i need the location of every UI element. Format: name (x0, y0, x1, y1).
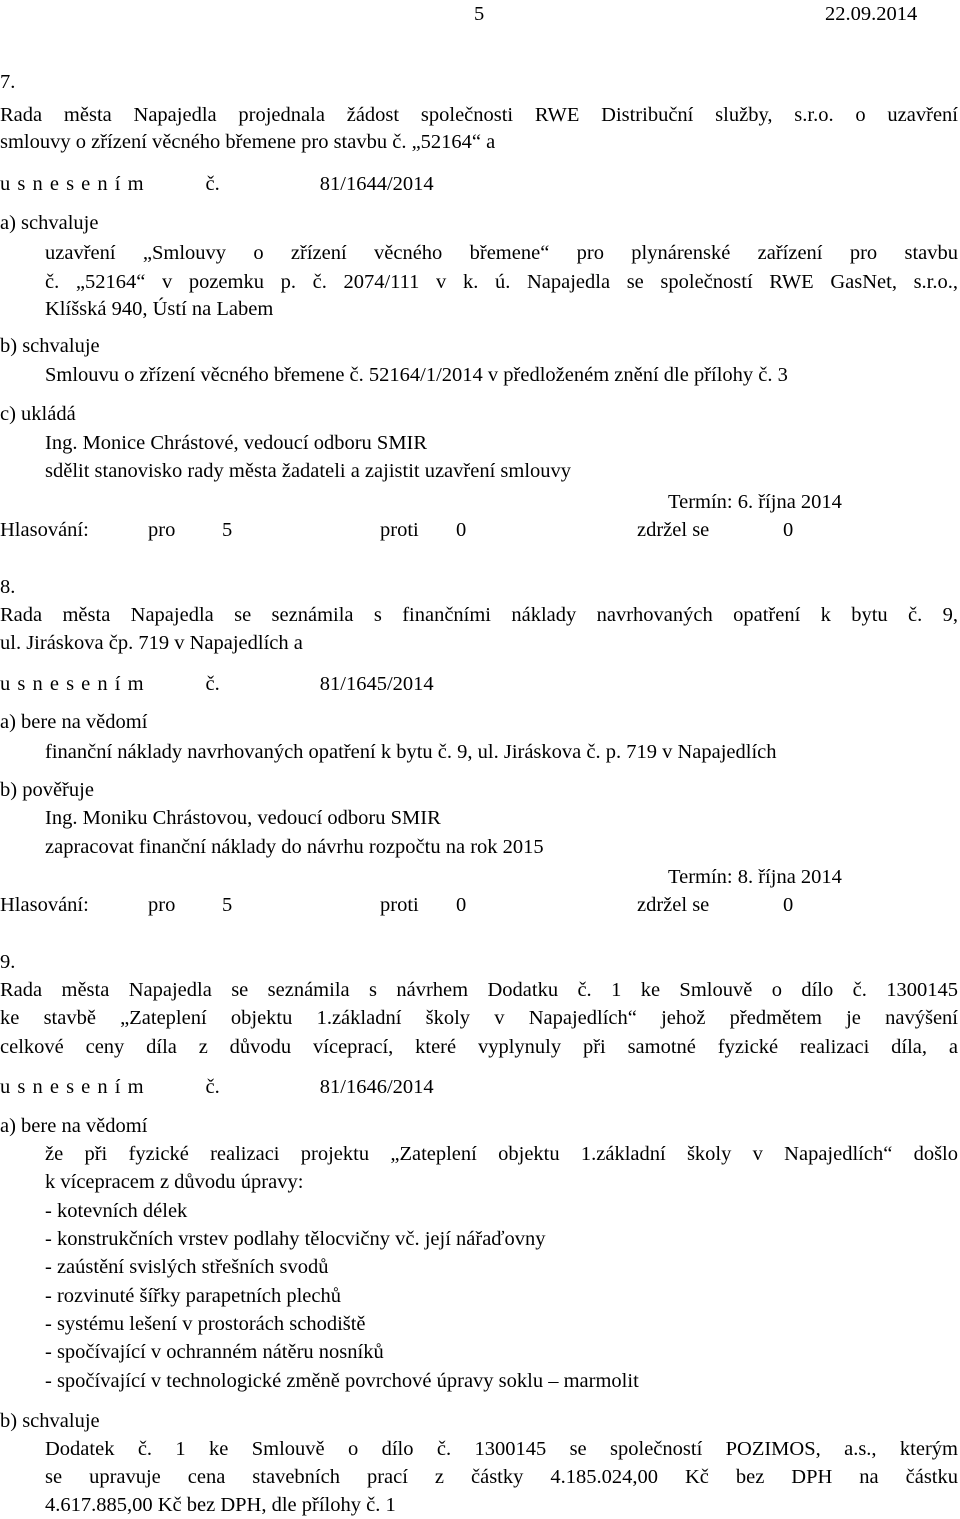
item-9-b-text-3: 4.617.885,00 Kč bez DPH, dle přílohy č. 1 (45, 1494, 396, 1516)
resolution-c: č. (205, 173, 220, 195)
item-8-vote (0, 893, 960, 917)
item-8-resolution (0, 672, 434, 696)
resolution-label: u s n e s e n í m (0, 673, 144, 695)
resolution-c: č. (205, 673, 220, 695)
item-9-a-text-2: k vícepracem z důvodu úpravy: (45, 1171, 304, 1193)
item-9-a-list-item: - zaústění svislých střešních svodů (45, 1256, 329, 1278)
vote-proti-label: proti (380, 519, 419, 541)
header-date: 22.09.2014 (825, 3, 918, 25)
item-7-a-label: a) schvaluje (0, 212, 99, 234)
vote-label: Hlasování: (0, 894, 89, 916)
item-8-intro-1: Rada města Napajedla se seznámila s finančními náklady navrhovaných opatření k bytu č. 9, (0, 604, 958, 626)
item-9-b-text-2: se upravuje cena stavebních prací z částky 4.185.024,00 Kč bez DPH na částku (45, 1466, 958, 1488)
vote-proti-value: 0 (456, 519, 467, 541)
vote-pro-value: 5 (222, 894, 233, 916)
vote-pro-label: pro (148, 519, 176, 541)
item-7-a-text-2: č. „52164“ v pozemku p. č. 2074/111 v k. ú. Napajedla se společností RWE GasNet, s.r.o., (45, 271, 958, 293)
item-7-intro-1: Rada města Napajedla projednala žádost společnosti RWE Distribuční služby, s.r.o. o uzavření (0, 104, 958, 126)
item-8-intro-2: ul. Jiráskova čp. 719 v Napajedlích a (0, 632, 303, 654)
vote-label: Hlasování: (0, 519, 89, 541)
item-9-b-text-1: Dodatek č. 1 ke Smlouvě o dílo č. 1300145 se společností POZIMOS, a.s., kterým (45, 1438, 958, 1460)
item-8-number: 8. (0, 576, 16, 598)
item-7-b-label: b) schvaluje (0, 335, 100, 357)
item-8-deadline: Termín: 8. října 2014 (668, 866, 842, 888)
item-9-a-list-item: - systému lešení v prostorách schodiště (45, 1313, 366, 1335)
item-7-c-label: c) ukládá (0, 403, 76, 425)
item-9-a-label: a) bere na vědomí (0, 1115, 148, 1137)
item-7-b-text: Smlouvu o zřízení věcného břemene č. 52164/1/2014 v předloženém znění dle přílohy č. 3 (45, 364, 788, 386)
item-7-a-text-1: uzavření „Smlouvy o zřízení věcného břemene“ pro plynárenské zařízení pro stavbu (45, 242, 958, 264)
item-7-number: 7. (0, 71, 16, 93)
item-7-a-text-3: Klíšská 940, Ústí na Labem (45, 298, 274, 320)
item-7-vote (0, 518, 960, 542)
page-number: 5 (474, 3, 485, 25)
item-9-resolution (0, 1075, 434, 1099)
vote-pro-value: 5 (222, 519, 233, 541)
resolution-label: u s n e s e n í m (0, 173, 144, 195)
item-8-a-label: a) bere na vědomí (0, 711, 148, 733)
vote-proti-value: 0 (456, 894, 467, 916)
item-9-intro-1: Rada města Napajedla se seznámila s návrhem Dodatku č. 1 ke Smlouvě o dílo č. 1300145 (0, 979, 958, 1001)
vote-zdrzel-label: zdržel se (637, 894, 710, 916)
vote-zdrzel-value: 0 (783, 519, 794, 541)
item-9-a-list-item: - rozvinuté šířky parapetních plechů (45, 1285, 341, 1307)
vote-zdrzel-value: 0 (783, 894, 794, 916)
item-9-a-text-1: že při fyzické realizaci projektu „Zateplení objektu 1.základní školy v Napajedlích“ došlo (45, 1143, 958, 1165)
item-8-b-text: zapracovat finanční náklady do návrhu rozpočtu na rok 2015 (45, 836, 544, 858)
item-7-resolution (0, 172, 434, 196)
item-9-a-list-item: - spočívající v ochranném nátěru nosníků (45, 1341, 384, 1363)
item-8-a-text: finanční náklady navrhovaných opatření k bytu č. 9, ul. Jiráskova č. p. 719 v Napajedlích (45, 741, 777, 763)
vote-proti-label: proti (380, 894, 419, 916)
vote-pro-label: pro (148, 894, 176, 916)
item-9-b-label: b) schvaluje (0, 1410, 100, 1432)
item-7-deadline: Termín: 6. října 2014 (668, 491, 842, 513)
item-9-number: 9. (0, 951, 16, 973)
resolution-number: 81/1646/2014 (319, 1076, 434, 1098)
item-8-b-person: Ing. Moniku Chrástovou, vedoucí odboru SMIR (45, 807, 441, 829)
item-7-intro-2: smlouvy o zřízení věcného břemene pro stavbu č. „52164“ a (0, 131, 496, 153)
resolution-c: č. (205, 1076, 220, 1098)
item-9-a-list-item: - kotevních délek (45, 1200, 188, 1222)
resolution-label: u s n e s e n í m (0, 1076, 144, 1098)
item-7-c-text: sdělit stanovisko rady města žadateli a zajistit uzavření smlouvy (45, 460, 572, 482)
resolution-number: 81/1644/2014 (319, 173, 434, 195)
item-9-intro-3: celkové ceny díla z důvodu víceprací, které vyplynuly při samotné fyzické realizaci díla, a (0, 1036, 958, 1058)
resolution-number: 81/1645/2014 (319, 673, 434, 695)
item-9-intro-2: ke stavbě „Zateplení objektu 1.základní školy v Napajedlích“ jehož předmětem je navýšení (0, 1007, 958, 1029)
item-9-a-list-item: - konstrukčních vrstev podlahy tělocvičny vč. její nářaďovny (45, 1228, 546, 1250)
item-9-a-list-item: - spočívající v technologické změně povrchové úpravy soklu – marmolit (45, 1370, 639, 1392)
item-8-b-label: b) pověřuje (0, 779, 94, 801)
vote-zdrzel-label: zdržel se (637, 519, 710, 541)
item-7-c-person: Ing. Monice Chrástové, vedoucí odboru SMIR (45, 432, 428, 454)
